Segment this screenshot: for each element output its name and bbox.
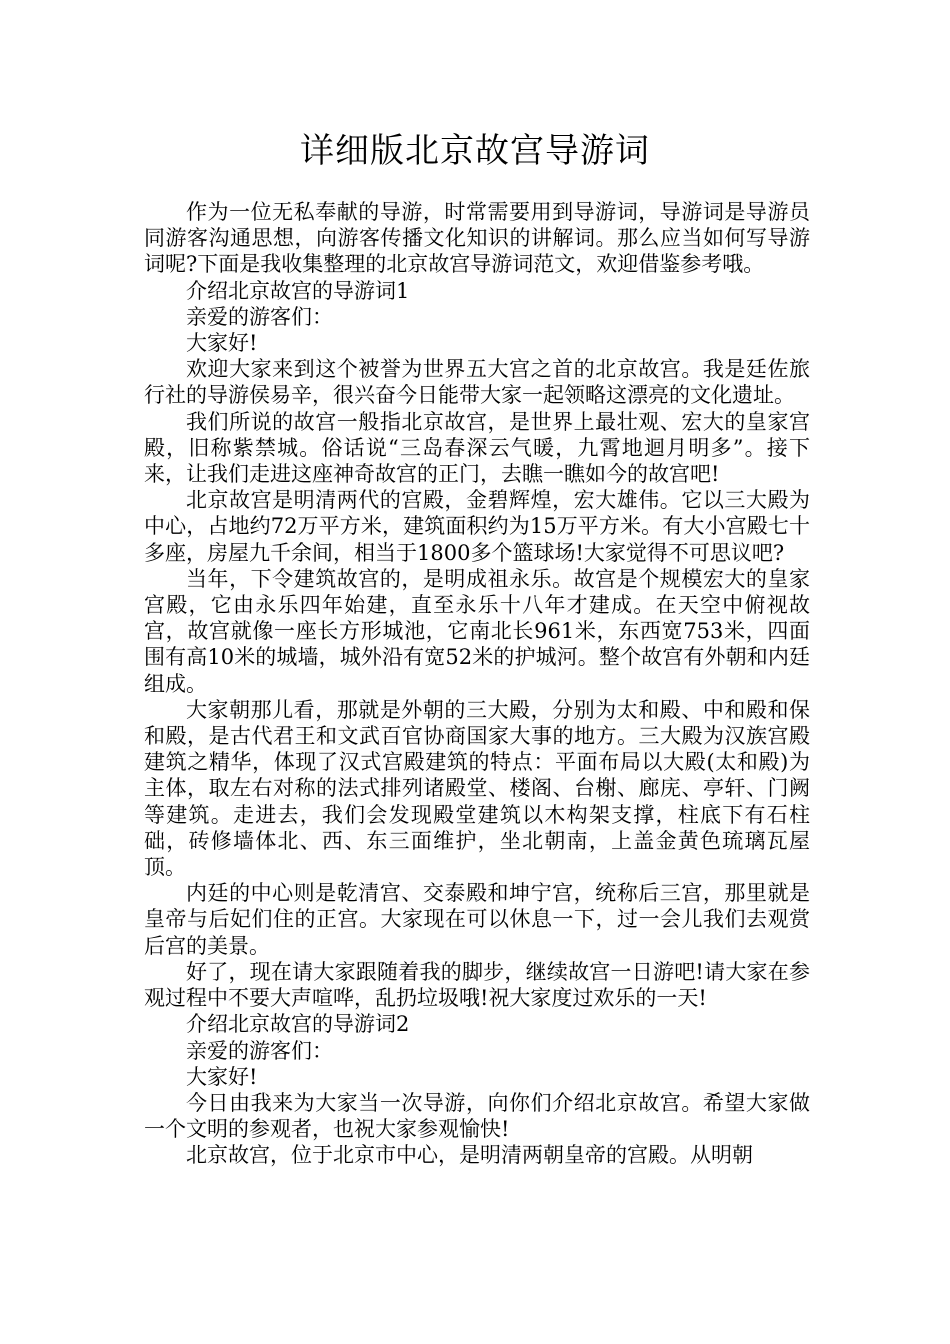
greeting: 大家好! [186,1064,258,1089]
document-title: 详细版北京故宫导游词 [300,131,650,171]
body-paragraph: 今日由我来为大家当一次导游，向你们介绍北京故宫。希望大家做一个文明的参观者，也祝大家参观愉快! [144,1090,810,1142]
salutation: 亲爱的游客们： [186,304,333,329]
intro-paragraph: 作为一位无私奉献的导游，时常需要用到导游词，导游词是导游员同游客沟通思想，向游客传播文化知识的讲解词。那么应当如何写导游词呢?下面是我收集整理的北京故宫导游词范文，欢迎借鉴参考哦。 [144,200,810,277]
section-heading-1: 介绍北京故宫的导游词1 [186,278,410,303]
salutation: 亲爱的游客们： [186,1038,333,1063]
body-paragraph: 当年，下令建筑故宫的，是明成祖永乐。故宫是个规模宏大的皇家宫殿，它由永乐四年始建，直至永乐十八年才建成。在天空中俯视故宫，故宫就像一座长方形城池，它南北长961米，东西宽753米，四面围有高10米的城墙，城外沿有宽52米的护城河。整个故宫有外朝和内廷组成。 [144,566,810,696]
body-paragraph: 北京故宫是明清两代的宫殿，金碧辉煌，宏大雄伟。它以三大殿为中心，占地约72万平方米，建筑面积约为15万平方米。有大小宫殿七十多座，房屋九千余间，相当于1800多个篮球场!大家觉得不可思议吧? [144,488,810,565]
greeting: 大家好! [186,331,258,356]
body-paragraph: 北京故宫，位于北京市中心，是明清两朝皇帝的宫殿。从明朝 [186,1143,753,1168]
section-heading-2: 介绍北京故宫的导游词2 [186,1012,410,1037]
body-paragraph: 好了，现在请大家跟随着我的脚步，继续故宫一日游吧!请大家在参观过程中不要大声喧哗，乱扔垃圾哦!祝大家度过欢乐的一天! [144,959,810,1011]
body-paragraph: 我们所说的故宫一般指北京故宫，是世界上最壮观、宏大的皇家宫殿，旧称紫禁城。俗话说“三岛春深云气暖，九霄地迴月明多”。接下来，让我们走进这座神奇故宫的正门，去瞧一瞧如今的故宫吧! [144,409,810,487]
body-paragraph: 内廷的中心则是乾清宫、交泰殿和坤宁宫，统称后三宫，那里就是皇帝与后妃们住的正宫。大家现在可以休息一下，过一会儿我们去观赏后宫的美景。 [144,881,810,958]
document-body [144,199,810,1169]
body-paragraph: 欢迎大家来到这个被誉为世界五大宫之首的北京故宫。我是廷佐旅行社的导游侯易辛，很兴奋今日能带大家一起领略这漂亮的文化遗址。 [144,357,810,408]
body-paragraph: 大家朝那儿看，那就是外朝的三大殿，分别为太和殿、中和殿和保和殿，是古代君王和文武百官协商国家大事的地方。三大殿为汉族宫殿建筑之精华，体现了汉式宫殿建筑的特点：平面布局以大殿(太和殿)为主体，取左右对称的法式排列诸殿堂、楼阁、台榭、廊庑、亭轩、门阙等建筑。走进去，我们会发现殿堂建筑以木构架支撑，柱底下有石柱础，砖修墙体北、西、东三面维护，坐北朝南，上盖金黄色琉璃瓦屋顶。 [144,697,810,880]
